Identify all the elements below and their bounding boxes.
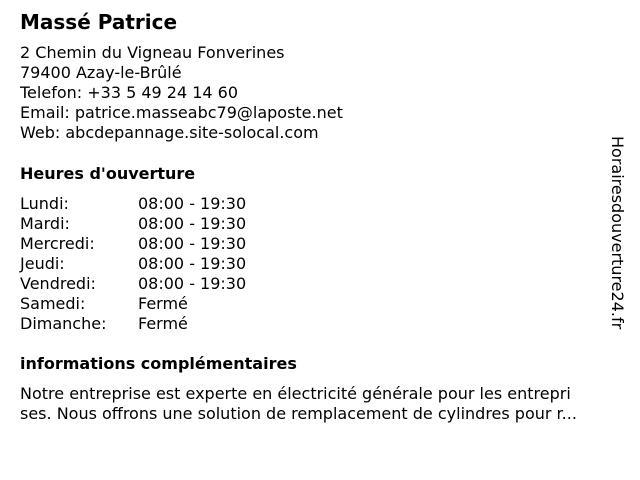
time-value: 08:00 - 19:30 <box>138 214 247 233</box>
hours-heading: Heures d'ouverture <box>20 164 196 183</box>
phone: Telefon: +33 5 49 24 14 60 <box>20 83 239 102</box>
website: Web: abcdepannage.site-solocal.com <box>20 123 319 142</box>
description-text <box>20 384 630 424</box>
time-value: 08:00 - 19:30 <box>138 194 247 213</box>
address-line-2: 79400 Azay-le-Brûlé <box>20 63 182 82</box>
hours-row-sunday <box>20 314 280 334</box>
time-value: 08:00 - 19:30 <box>138 234 247 253</box>
time-value: 08:00 - 19:30 <box>138 274 247 293</box>
address-line-1: 2 Chemin du Vigneau Fonverines <box>20 43 285 62</box>
watermark: Horairesdouverture24.fr <box>608 136 627 330</box>
contact-block <box>20 43 343 143</box>
info-heading: informations complémentaires <box>20 354 297 373</box>
hours-row-thursday <box>20 254 280 274</box>
time-value: Fermé <box>138 294 188 313</box>
day-label: Mardi: <box>20 214 70 233</box>
day-label: Lundi: <box>20 194 69 213</box>
business-name: Massé Patrice <box>20 10 178 34</box>
description-line-1: Notre entreprise est experte en électricité générale pour les entrepri <box>20 384 571 403</box>
email: Email: patrice.masseabc79@laposte.net <box>20 103 343 122</box>
day-label: Samedi: <box>20 294 86 313</box>
hours-row-friday <box>20 274 280 294</box>
hours-row-wednesday <box>20 234 280 254</box>
hours-row-monday <box>20 194 280 214</box>
hours-row-saturday <box>20 294 280 314</box>
day-label: Dimanche: <box>20 314 107 333</box>
opening-hours-list <box>20 194 280 334</box>
time-value: 08:00 - 19:30 <box>138 254 247 273</box>
time-value: Fermé <box>138 314 188 333</box>
description-line-2: ses. Nous offrons une solution de remplacement de cylindres pour r... <box>20 404 577 423</box>
day-label: Mercredi: <box>20 234 95 253</box>
hours-row-tuesday <box>20 214 280 234</box>
day-label: Vendredi: <box>20 274 96 293</box>
day-label: Jeudi: <box>20 254 65 273</box>
